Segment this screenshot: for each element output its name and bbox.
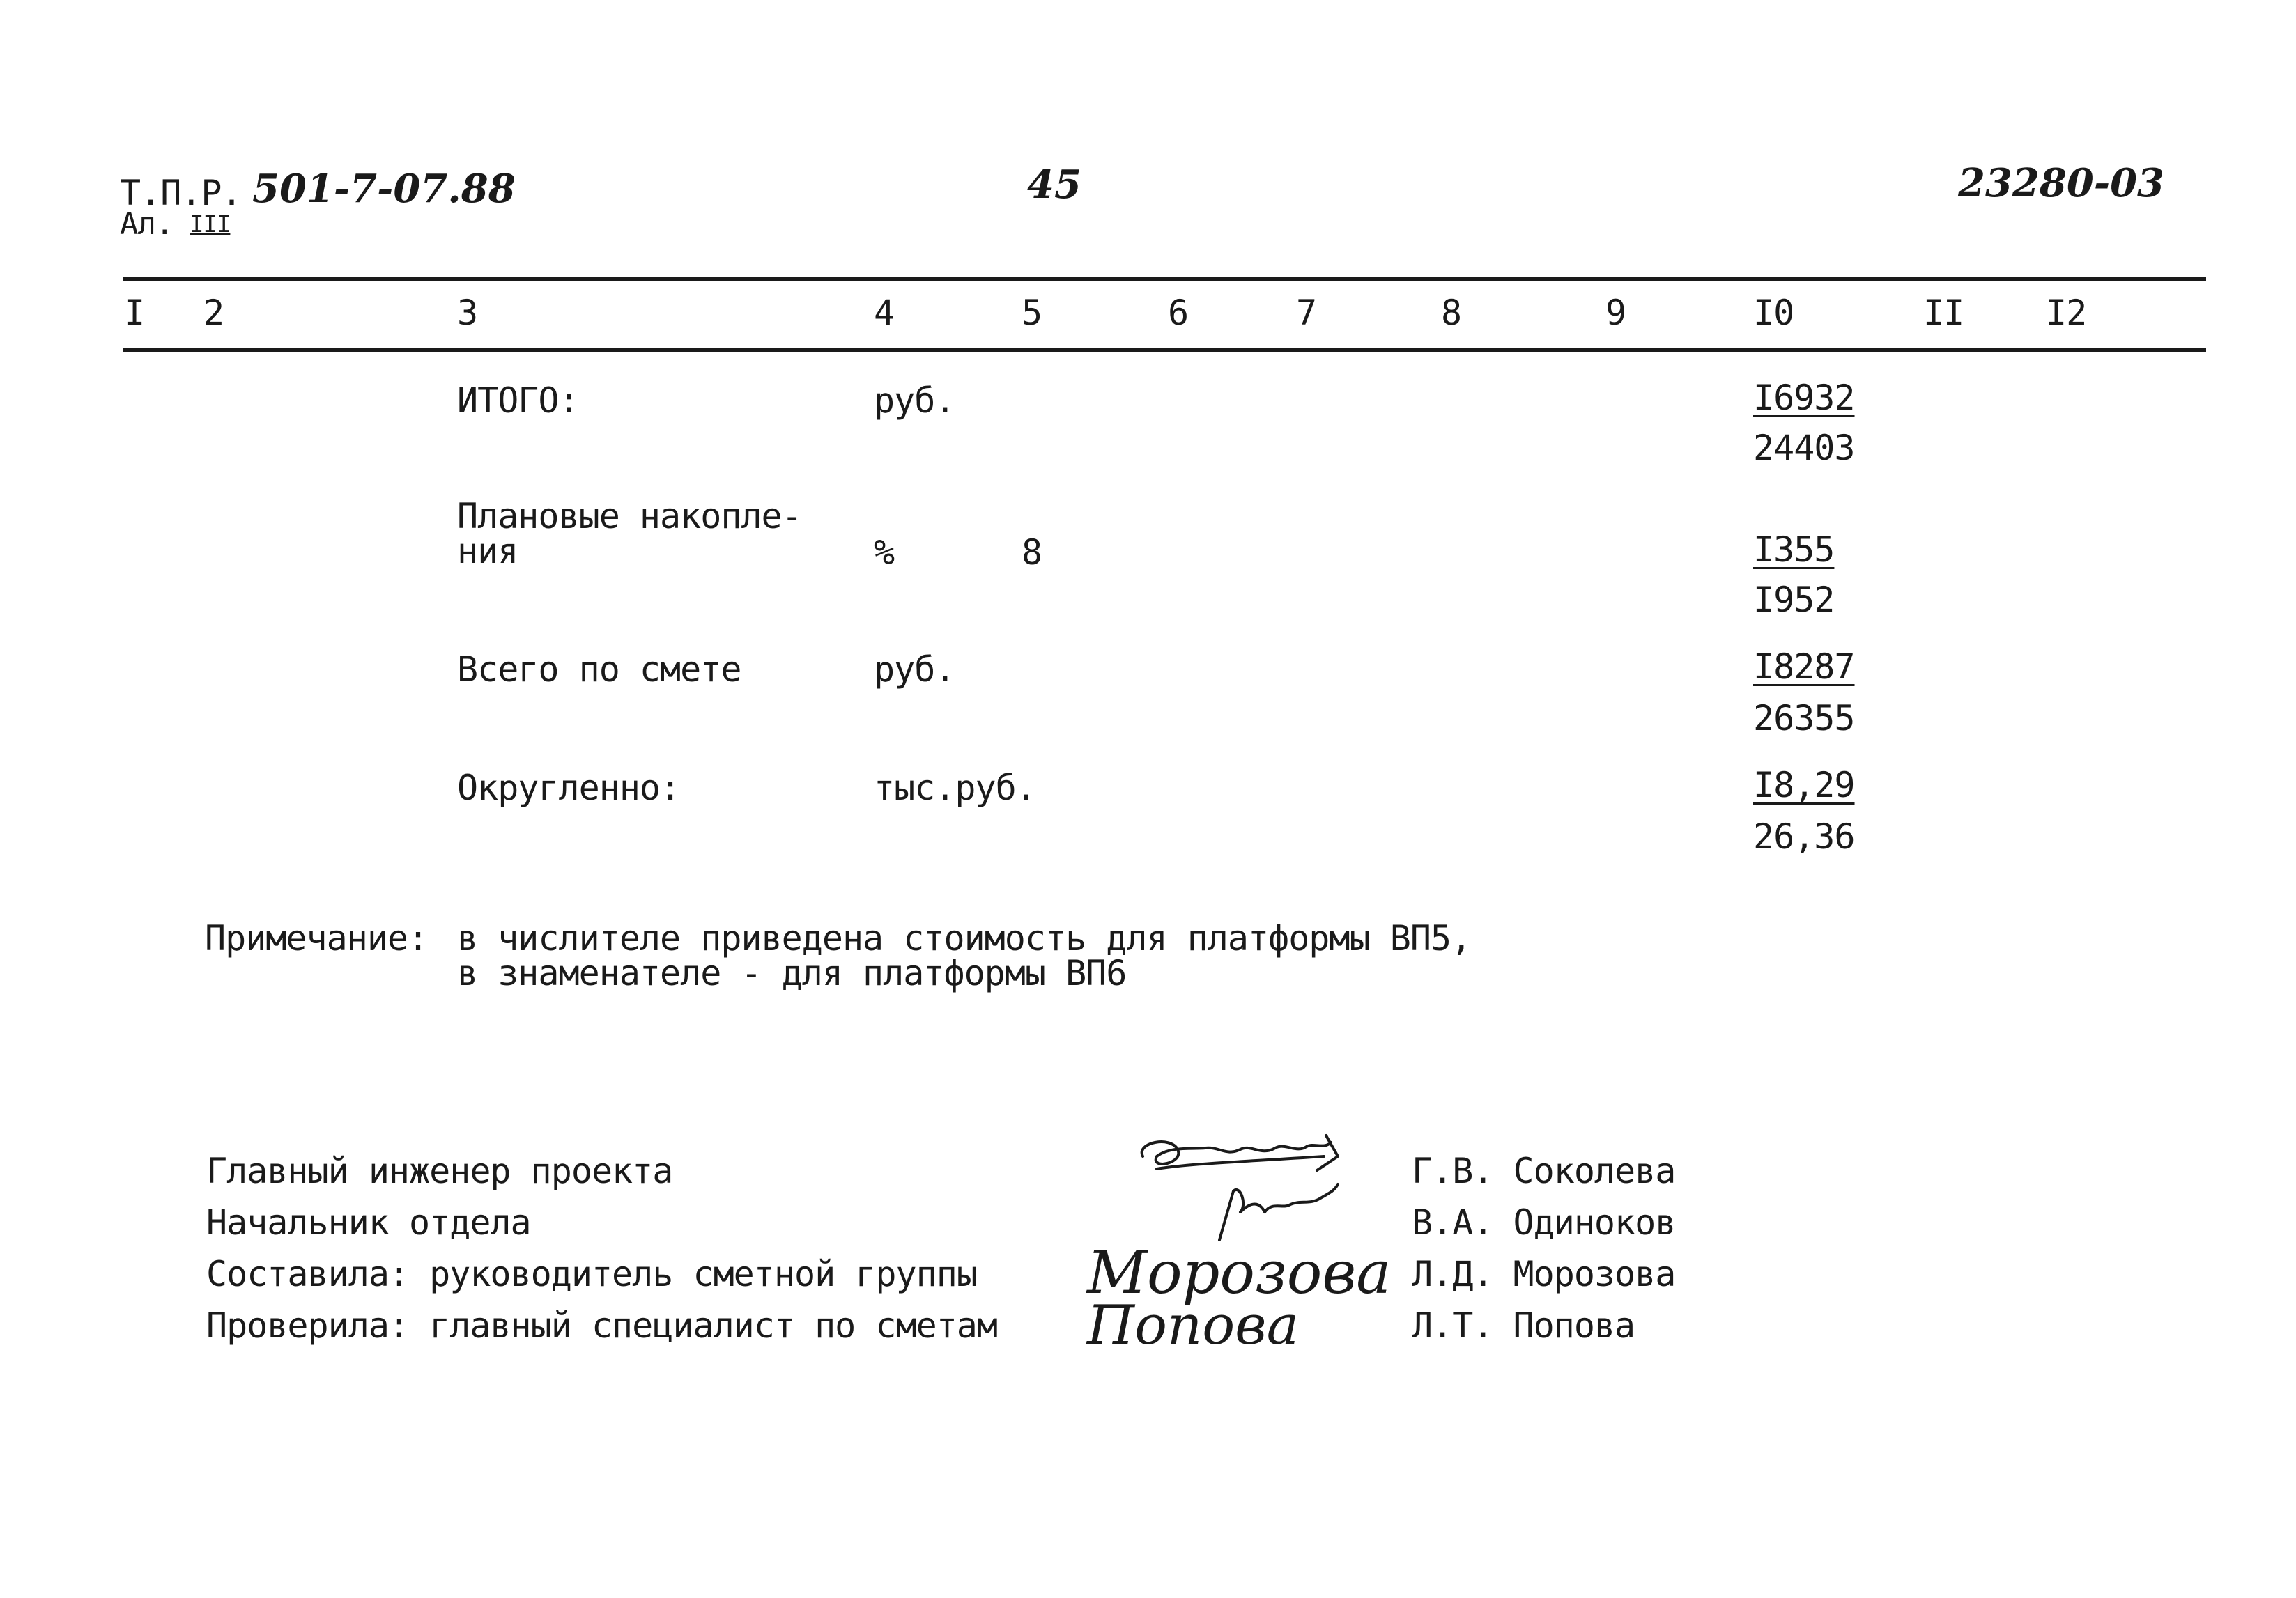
column-header-1: I bbox=[124, 293, 145, 333]
row-planned-savings-rate: 8 bbox=[1022, 532, 1042, 573]
row-rounded-numerator: I8,29 bbox=[1753, 765, 1855, 805]
signature-role-department-head: Начальник отдела bbox=[206, 1202, 531, 1243]
column-header-6: 6 bbox=[1168, 293, 1189, 333]
signature-name-popova: Л.Т. Попова bbox=[1412, 1305, 1635, 1346]
row-planned-savings-name: Плановые накопле- ния bbox=[457, 496, 802, 571]
row-estimate-total-numerator: I8287 bbox=[1753, 646, 1855, 687]
signature-role-checker: Проверила: главный специалист по сметам bbox=[206, 1305, 997, 1346]
signature-role-chief-engineer: Главный инженер проекта bbox=[206, 1151, 673, 1191]
signature-scribble-department-head bbox=[1205, 1177, 1345, 1247]
signature-name-sokoleva: Г.В. Соколева bbox=[1412, 1151, 1676, 1191]
row-estimate-total-denominator: 26355 bbox=[1753, 698, 1855, 738]
album-label: Ал. bbox=[120, 206, 174, 242]
signature-popova: Попова bbox=[1087, 1294, 1300, 1357]
row-total-name: ИТОГО: bbox=[457, 380, 579, 421]
table-header-bottom-rule bbox=[123, 348, 2206, 352]
doc-code: 501-7-07.88 bbox=[252, 166, 516, 212]
archive-number: 23280-03 bbox=[1958, 160, 2164, 206]
column-header-2: 2 bbox=[203, 293, 224, 333]
row-total-numerator: I6932 bbox=[1753, 378, 1855, 418]
signature-morozova: Морозова bbox=[1087, 1239, 1392, 1307]
doc-label: Т.П.Р. bbox=[120, 173, 242, 213]
column-header-9: 9 bbox=[1605, 293, 1626, 333]
column-header-10: I0 bbox=[1753, 293, 1794, 333]
table-top-rule bbox=[123, 277, 2206, 281]
column-header-11: II bbox=[1923, 293, 1964, 333]
row-planned-savings-numerator: I355 bbox=[1753, 529, 1835, 570]
column-header-5: 5 bbox=[1022, 293, 1042, 333]
signature-name-odinokov: В.А. Одиноков bbox=[1412, 1202, 1676, 1243]
column-header-7: 7 bbox=[1296, 293, 1317, 333]
column-header-3: 3 bbox=[457, 293, 478, 333]
row-planned-savings-unit: % bbox=[874, 532, 895, 573]
signature-role-compiler: Составила: руководитель сметной группы bbox=[206, 1254, 977, 1294]
column-header-4: 4 bbox=[874, 293, 895, 333]
note-line-2: в знаменателе - для платформы ВП6 bbox=[457, 953, 1127, 993]
column-header-8: 8 bbox=[1441, 293, 1462, 333]
row-rounded-denominator: 26,36 bbox=[1753, 816, 1855, 857]
page-number: 45 bbox=[1027, 162, 1081, 208]
row-total-unit: руб. bbox=[874, 380, 955, 421]
row-rounded-unit: тыс.руб. bbox=[874, 768, 1036, 808]
row-planned-savings-denominator: I952 bbox=[1753, 580, 1835, 620]
row-estimate-total-name: Всего по смете bbox=[457, 649, 741, 690]
album-number: III bbox=[190, 210, 231, 238]
row-estimate-total-unit: руб. bbox=[874, 649, 955, 690]
row-rounded-name: Округленно: bbox=[457, 768, 681, 808]
note-label: Примечание: bbox=[205, 918, 429, 959]
row-total-denominator: 24403 bbox=[1753, 428, 1855, 468]
note-line-1: в числителе приведена стоимость для платформы ВП5, bbox=[457, 918, 1472, 959]
column-header-12: I2 bbox=[2046, 293, 2087, 333]
signature-name-morozova: Л.Д. Морозова bbox=[1412, 1254, 1676, 1294]
